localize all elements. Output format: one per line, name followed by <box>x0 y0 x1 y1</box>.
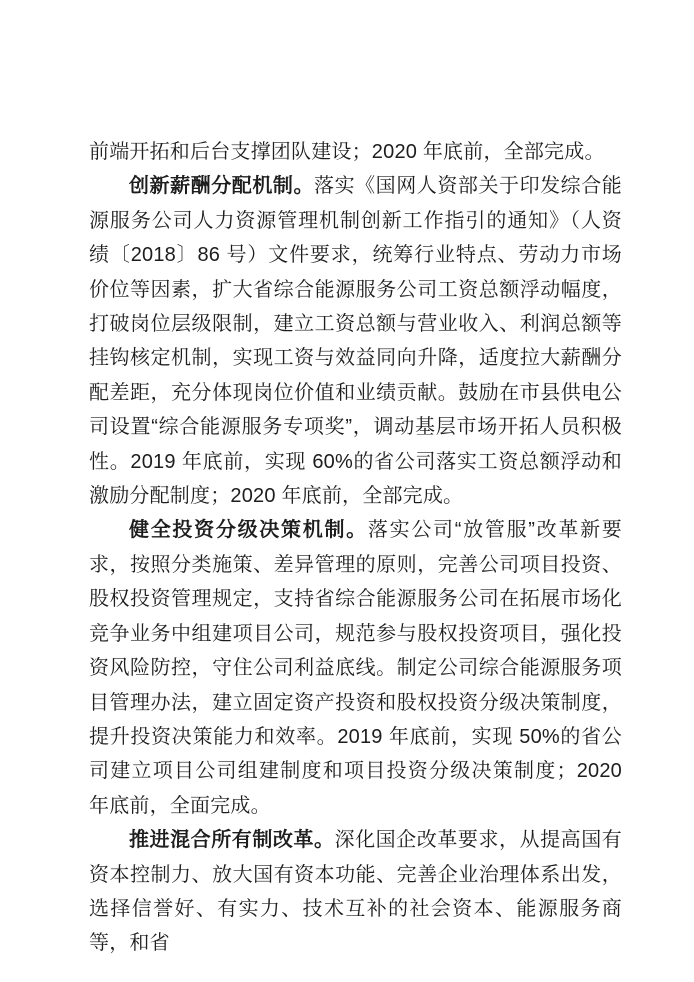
paragraph <box>89 823 622 961</box>
paragraph <box>89 169 622 513</box>
paragraph <box>89 135 622 169</box>
paragraph-body: 深化国企改革要求，从提高国有资本控制力、放大国有资本功能、完善企业治理体系出发，选择信誉好、有实力、技术互补的社会资本、能源服务商等，和省 <box>89 829 622 955</box>
paragraph-lead: 创新薪酬分配机制。 <box>129 175 315 198</box>
paragraph <box>89 513 622 823</box>
paragraph-body: 落实公司“放管服”改革新要求，按照分类施策、差异管理的原则，完善公司项目投资、股权投资管理规定，支持省综合能源服务公司在拓展市场化竞争业务中组建项目公司，规范参与股权投资项目，强化投资风险防控，守住公司利益底线。制定公司综合能源服务项目管理办法，建立固定资产投资和股权投资分级决策制度，提升投资决策能力和效率。2019 年底前，实现 50%的省公司建立项目公司组建制度和项目投资分级决策制度；2020 年底前，全面完成。 <box>89 519 623 817</box>
paragraph-lead: 健全投资分级决策机制。 <box>129 519 368 542</box>
paragraph-body: 前端开拓和后台支撑团队建设；2020 年底前，全部完成。 <box>89 141 605 163</box>
document-text-block <box>89 135 622 961</box>
paragraph-lead: 推进混合所有制改革。 <box>129 829 335 852</box>
paragraph-body: 落实《国网人资部关于印发综合能源服务公司人力资源管理机制创新工作指引的通知》（人资绩〔2018〕86 号）文件要求，统筹行业特点、劳动力市场价位等因素，扩大省综合能源服务公司工资总额浮动幅度，打破岗位层级限制，建立工资总额与营业收入、利润总额等挂钩核定机制，实现工资与效益同向升降，适度拉大薪酬分配差距，充分体现岗位价值和业绩贡献。鼓励在市县供电公司设置“综合能源服务专项奖”，调动基层市场开拓人员积极性。2019 年底前，实现 60%的省公司落实工资总额浮动和激励分配制度；2020 年底前，全部完成。 <box>89 175 622 508</box>
